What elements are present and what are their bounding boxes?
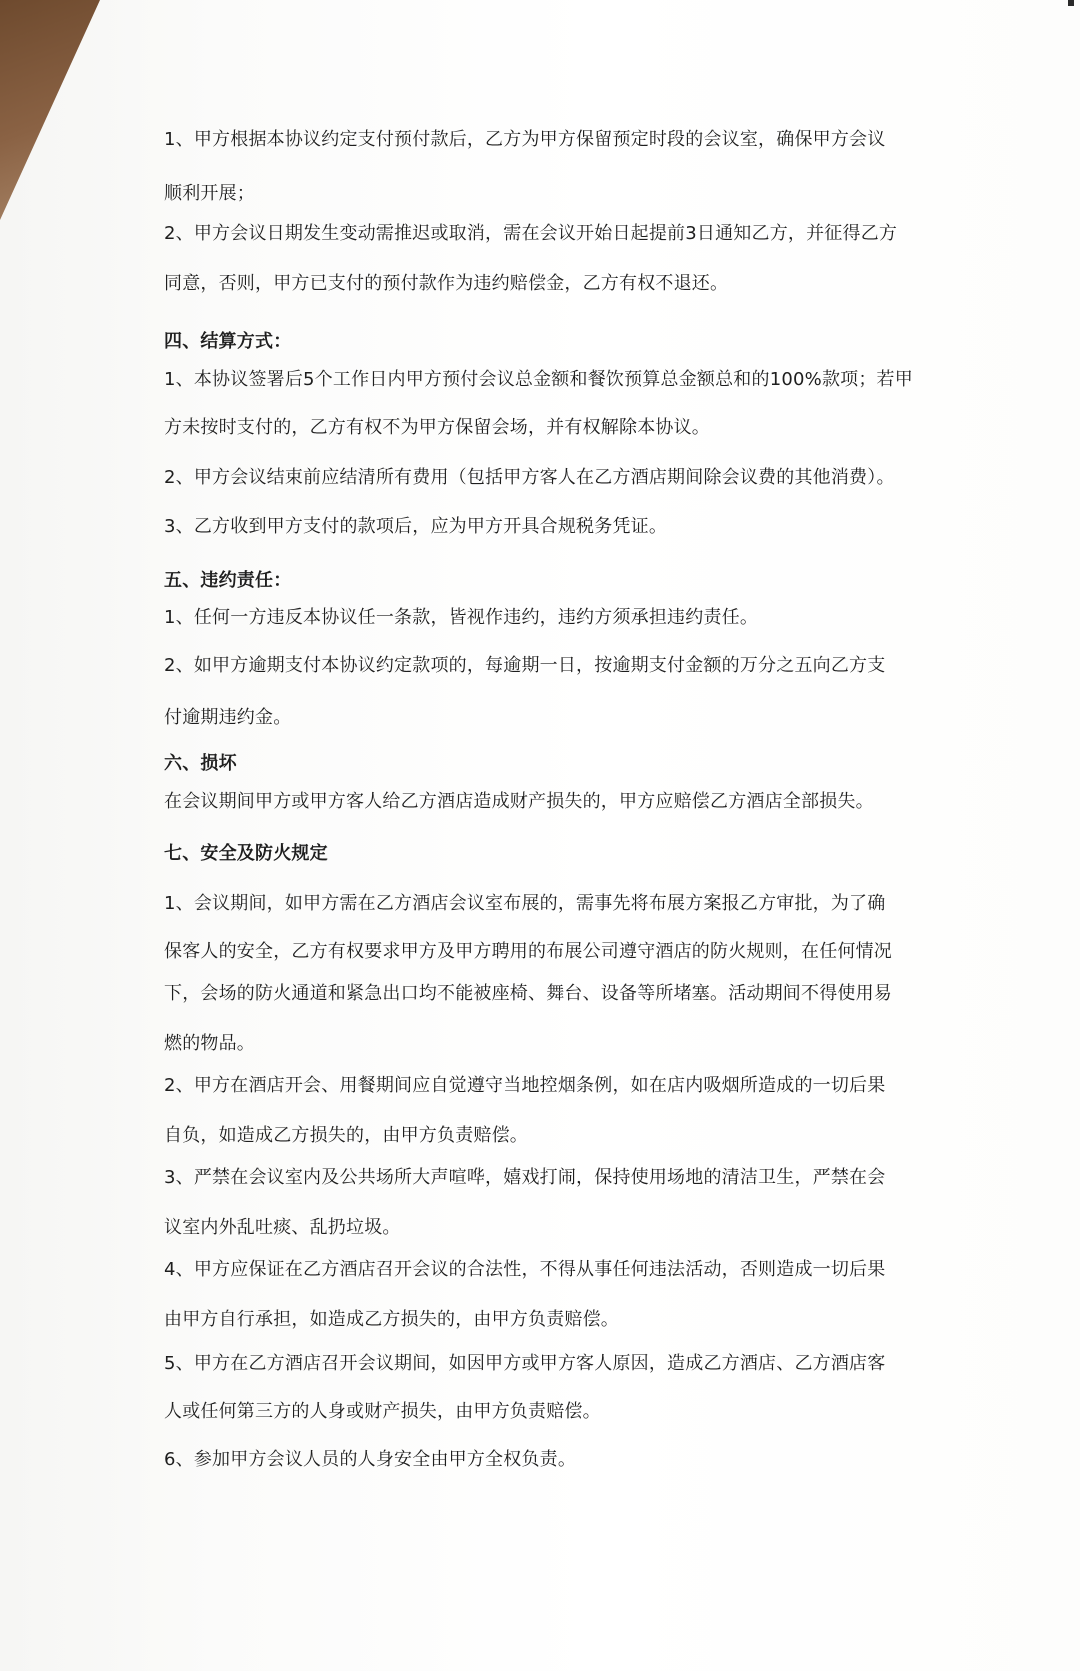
text-line: 1、会议期间，如甲方需在乙方酒店会议室布展的，需事先将布展方案报乙方审批，为了确 (164, 893, 886, 914)
text-line: 保客人的安全，乙方有权要求甲方及甲方聘用的布展公司遵守酒店的防火规则，在任何情况 (164, 941, 892, 962)
scan-mark (1068, 0, 1074, 6)
section-heading: 六、损坏 (164, 753, 237, 774)
text-line: 人或任何第三方的人身或财产损失，由甲方负责赔偿。 (164, 1401, 601, 1422)
text-line: 5、甲方在乙方酒店召开会议期间，如因甲方或甲方客人原因，造成乙方酒店、乙方酒店客 (164, 1353, 886, 1374)
text-line: 3、严禁在会议室内及公共场所大声喧哗，嬉戏打闹，保持使用场地的清洁卫生，严禁在会 (164, 1167, 886, 1188)
text-line: 方未按时支付的，乙方有权不为甲方保留会场，并有权解除本协议。 (164, 417, 710, 438)
text-line: 1、本协议签署后5个工作日内甲方预付会议总金额和餐饮预算总金额总和的100%款项；若甲 (164, 369, 913, 390)
text-line: 2、甲方会议结束前应结清所有费用（包括甲方客人在乙方酒店期间除会议费的其他消费）。 (164, 467, 895, 488)
section-heading: 七、安全及防火规定 (164, 843, 328, 864)
text-line: 1、甲方根据本协议约定支付预付款后，乙方为甲方保留预定时段的会议室，确保甲方会议 (164, 129, 886, 150)
text-line: 1、任何一方违反本协议任一条款，皆视作违约，违约方须承担违约责任。 (164, 607, 759, 628)
section-heading: 四、结算方式： (164, 331, 292, 352)
text-line: 4、甲方应保证在乙方酒店召开会议的合法性，不得从事任何违法活动，否则造成一切后果 (164, 1259, 886, 1280)
text-line: 顺利开展； (164, 183, 255, 204)
text-line: 3、乙方收到甲方支付的款项后，应为甲方开具合规税务凭证。 (164, 516, 668, 537)
text-line: 燃的物品。 (164, 1033, 255, 1054)
text-line: 自负，如造成乙方损失的，由甲方负责赔偿。 (164, 1125, 528, 1146)
text-line: 付逾期违约金。 (164, 707, 292, 728)
section-heading: 五、违约责任： (164, 570, 292, 591)
text-line: 同意，否则，甲方已支付的预付款作为违约赔偿金，乙方有权不退还。 (164, 273, 729, 294)
text-line: 由甲方自行承担，如造成乙方损失的，由甲方负责赔偿。 (164, 1309, 619, 1330)
text-line: 在会议期间甲方或甲方客人给乙方酒店造成财产损失的，甲方应赔偿乙方酒店全部损失。 (164, 791, 874, 812)
text-line: 2、如甲方逾期支付本协议约定款项的，每逾期一日，按逾期支付金额的万分之五向乙方支 (164, 655, 886, 676)
wood-background-corner (0, 0, 100, 220)
text-line: 议室内外乱吐痰、乱扔垃圾。 (164, 1217, 401, 1238)
text-line: 2、甲方会议日期发生变动需推迟或取消，需在会议开始日起提前3日通知乙方，并征得乙方 (164, 223, 898, 244)
text-line: 6、参加甲方会议人员的人身安全由甲方全权负责。 (164, 1449, 577, 1470)
text-line: 下，会场的防火通道和紧急出口均不能被座椅、舞台、设备等所堵塞。活动期间不得使用易 (164, 983, 892, 1004)
text-line: 2、甲方在酒店开会、用餐期间应自觉遵守当地控烟条例，如在店内吸烟所造成的一切后果 (164, 1075, 886, 1096)
